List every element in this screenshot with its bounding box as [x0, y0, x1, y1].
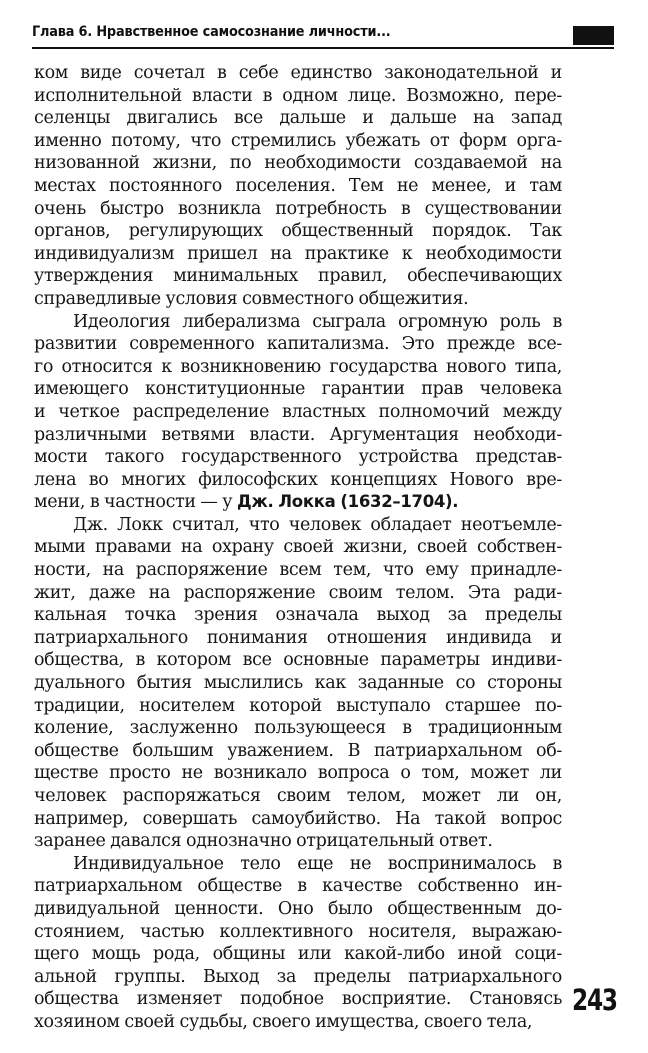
text-line: очень быстро возникла потребность в существовании: [34, 198, 562, 219]
text-line: местах постоянного поселения. Тем не менее, и там: [34, 175, 562, 196]
text-line-prefix: мени, в частности — у: [34, 492, 237, 513]
text-line: человек распоряжаться своим телом, может ли он,: [34, 786, 562, 806]
paragraph: [34, 311, 562, 514]
header-rule: [32, 47, 614, 49]
text-line: Дж. Локк считал, что человек обладает неотъемле-: [73, 514, 562, 535]
header-black-tab: [573, 26, 614, 45]
text-line: общества изменяет подобное восприятие. Становясь: [34, 989, 562, 1010]
text-line: мости такого государственного устройства представ-: [34, 447, 562, 468]
text-line: лена во многих философских концепциях Нового вре-: [34, 469, 562, 490]
paragraph: [34, 514, 562, 853]
text-line: исполнительной власти в одном лице. Возможно, пере-: [34, 85, 562, 106]
text-line: и четкое распределение властных полномочий между: [34, 401, 562, 422]
text-line: [34, 491, 562, 514]
text-line: органов, регулирующих общественный порядок. Так: [34, 221, 562, 242]
text-line: патриархального понимания отношения индивида и: [34, 627, 562, 648]
text-line: патриархальном обществе в качестве собственно ин-: [34, 876, 562, 897]
text-line: обществе большим уважением. В патриархальном об-: [34, 740, 562, 761]
text-line: стоянием, частью коллективного носителя, выражаю-: [34, 921, 562, 942]
text-line: альной группы. Выход за пределы патриархального: [34, 966, 562, 987]
text-line: справедливые условия совместного общежития.: [34, 288, 469, 309]
text-line: например, совершать самоубийство. На такой вопрос: [34, 808, 562, 829]
text-line: традиции, носителем которой выступало старшее по-: [34, 695, 562, 716]
text-line: Идеология либерализма сыграла огромную роль в: [73, 311, 562, 332]
running-title: Глава 6. Нравственное самосознание личности...: [32, 24, 391, 40]
bold-author-name: Дж. Локка (1632–1704).: [236, 492, 459, 512]
text-line: Индивидуальное тело еще не воспринималось в: [73, 853, 562, 874]
text-line: дуального бытия мыслились как заданные со стороны: [34, 673, 562, 694]
text-line: имеющего конституционные гарантии прав человека: [34, 379, 562, 400]
text-line: низованной жизни, по необходимости создаваемой на: [34, 153, 562, 174]
text-line: щего мощь рода, общины или какой-либо иной соци-: [34, 944, 562, 965]
text-line: коление, заслуженно пользующееся в традиционным: [34, 718, 562, 739]
text-line: ности, на распоряжение всем тем, что ему принадле-: [34, 560, 562, 581]
text-line: именно потому, что стремились убежать от форм орга-: [34, 130, 562, 151]
text-line: ществе просто не возникало вопроса о том, может ли: [34, 763, 562, 784]
paragraph: [34, 62, 562, 311]
text-line: индивидуализм пришел на практике к необходимости: [34, 243, 562, 264]
page-number: 243: [572, 983, 617, 1017]
text-line: кальная точка зрения означала выход за пределы: [34, 605, 562, 626]
text-line: развитии современного капитализма. Это прежде все-: [34, 334, 562, 355]
text-line: общества, в котором все основные параметры индиви-: [34, 650, 562, 671]
running-header: [32, 24, 614, 50]
text-line: жит, даже на распоряжение своим телом. Эта ради-: [34, 582, 562, 603]
text-line: утверждения минимальных правил, обеспечивающих: [34, 266, 562, 287]
text-line: ком виде сочетал в себе единство законодательной и: [34, 63, 562, 83]
text-line: селенцы двигались все дальше и дальше на запад: [34, 108, 562, 129]
text-line: различными ветвями власти. Аргументация необходи-: [34, 424, 562, 445]
body-text: [34, 62, 562, 1034]
text-line: мыми правами на охрану своей жизни, своей собствен-: [34, 537, 562, 558]
text-line: дивидуальной ценности. Оно было общественным до-: [34, 898, 562, 919]
paragraph: [34, 853, 562, 1034]
text-line: хозяином своей судьбы, своего имущества, своего тела,: [34, 1011, 533, 1032]
text-line: го относится к возникновению государства нового типа,: [34, 356, 562, 377]
text-line: заранее давался однозначно отрицательный ответ.: [34, 831, 493, 852]
